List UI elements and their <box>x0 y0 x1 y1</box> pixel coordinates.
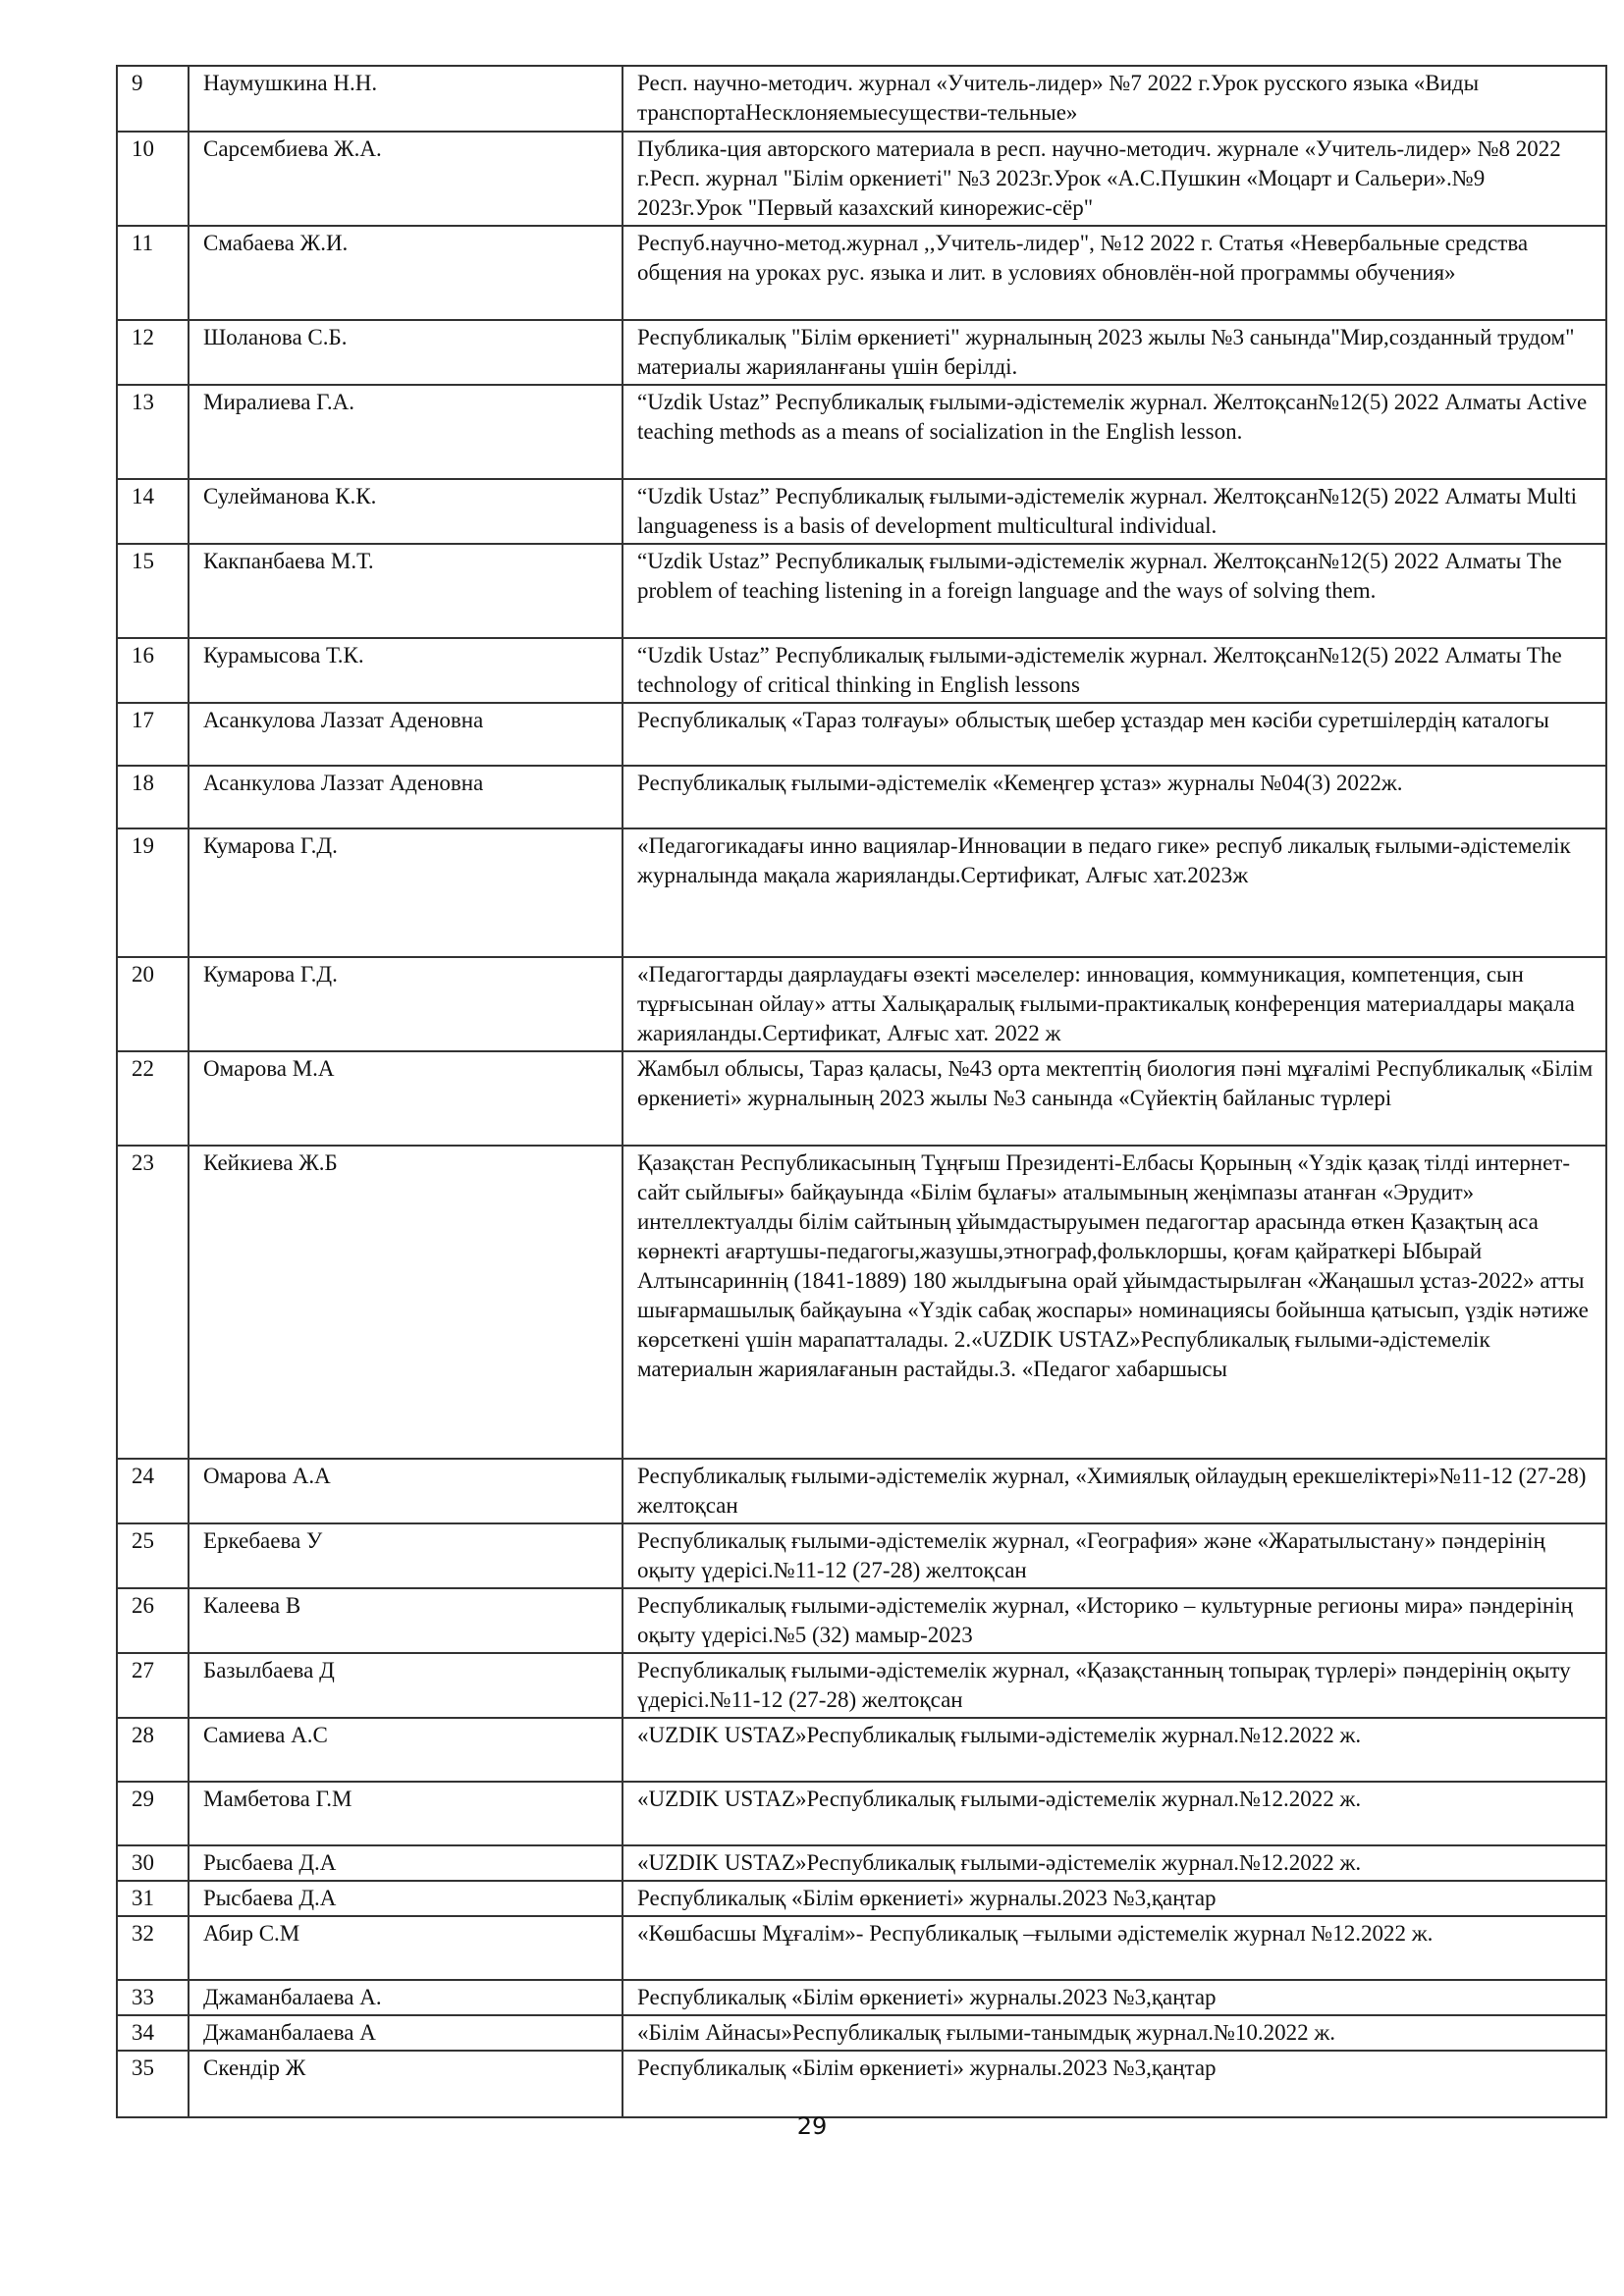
table-row <box>117 320 1606 385</box>
row-number-cell: 28 <box>117 1718 189 1782</box>
row-number-cell: 19 <box>117 828 189 957</box>
table-row <box>117 1146 1606 1459</box>
table-row <box>117 479 1606 544</box>
row-number-cell: 14 <box>117 479 189 544</box>
table-row <box>117 1588 1606 1653</box>
row-number-cell: 18 <box>117 766 189 828</box>
publication-cell: Республикалық ғылыми-әдістемелік журнал, «Қазақстанның топырақ түрлері» пәндерінің оқыту үдерісі.№11-12 (27-28) желтоқсан <box>623 1653 1606 1718</box>
publication-cell: Респ. научно-методич. журнал «Учитель-лидер» №7 2022 г.Урок русского языка «Виды транспортаНесклоняемыесуществи-тельные» <box>623 66 1606 132</box>
publication-cell: “Uzdik Ustaz” Республикалық ғылыми-әдістемелік журнал. Желтоқсан№12(5) 2022 Алматы The problem of teaching listening in a foreign language and the ways of solving them. <box>623 544 1606 638</box>
publication-cell: Республикалық «Білім өркениеті» журналы.2023 №3,қаңтар <box>623 1881 1606 1916</box>
row-number-cell: 16 <box>117 638 189 703</box>
publication-cell: «UZDIK USTAZ»Республикалық ғылыми-әдістемелік журнал.№12.2022 ж. <box>623 1782 1606 1845</box>
author-name-cell: Кейкиева Ж.Б <box>189 1146 623 1459</box>
publication-cell: Публика-ция авторского материала в респ. научно-методич. журнале «Учитель-лидер» №8 2022 г.Респ. журнал "Білім оркениеті" №3 2023г.Урок «А.С.Пушкин «Моцарт и Сальери».№9 2023г.Урок "Первый казахский кинорежис-сёр" <box>623 132 1606 226</box>
row-number-cell: 17 <box>117 703 189 766</box>
publication-cell: Қазақстан Республикасының Тұңғыш Президенті-Елбасы Қорының «Үздік қазақ тілді интернет-сайт сыйлығы» байқауында «Білім бұлағы» аталымының жеңімпазы атанған «Эрудит» интеллектуалды білім сайтының ұйымдастыруымен педагогтар арасында өткен Қазақтың аса көрнекті ағартушы-педагогы,жазушы,этнограф,фольклоршы, қоғам қайраткері Ыбырай Алтынсариннің (1841-1889) 180 жылдығына орай ұйымдастырылған «Жаңашыл ұстаз-2022» атты шығармашылық байқауына «Үздік сабақ жоспары» номинациясы бойынша қатысып, үздік нәтиже көрсеткені үшін марапатталады. 2.«UZDIK USTAZ»Республикалық ғылыми-әдістемелік материалын жариялағанын растайды.3. «Педагог хабаршысы <box>623 1146 1606 1459</box>
table-row <box>117 957 1606 1051</box>
publication-cell: «Педагогикадағы инно вациялар-Инновации в педаго гике» респуб ликалық ғылыми-әдістемелік журналында мақала жарияланды.Сертификат, Алғыс хат.2023ж <box>623 828 1606 957</box>
table-row <box>117 1881 1606 1916</box>
author-name-cell: Омарова М.А <box>189 1051 623 1146</box>
publication-cell: “Uzdik Ustaz” Республикалық ғылыми-әдістемелік журнал. Желтоқсан№12(5) 2022 Алматы The technology of critical thinking in English lessons <box>623 638 1606 703</box>
row-number-cell: 12 <box>117 320 189 385</box>
author-name-cell: Мамбетова Г.М <box>189 1782 623 1845</box>
table-row <box>117 1916 1606 1980</box>
author-name-cell: Базылбаева Д <box>189 1653 623 1718</box>
author-name-cell: Джаманбалаева А. <box>189 1980 623 2015</box>
row-number-cell: 11 <box>117 226 189 320</box>
publication-cell: “Uzdik Ustaz” Республикалық ғылыми-әдістемелік журнал. Желтоқсан№12(5) 2022 Алматы Multi languageness is a basis of development multicultural individual. <box>623 479 1606 544</box>
author-name-cell: Кумарова Г.Д. <box>189 828 623 957</box>
publications-table <box>116 65 1607 2118</box>
table-row <box>117 1459 1606 1523</box>
table-row <box>117 638 1606 703</box>
publication-cell: Жамбыл облысы, Тараз қаласы, №43 орта мектептің биология пәні мұғалімі Республикалық «Білім өркениеті» журналының 2023 жылы №3 санында «Сүйектің байланыс түрлері <box>623 1051 1606 1146</box>
publication-cell: «UZDIK USTAZ»Республикалық ғылыми-әдістемелік журнал.№12.2022 ж. <box>623 1845 1606 1881</box>
author-name-cell: Асанкулова Лаззат Аденовна <box>189 703 623 766</box>
row-number-cell: 32 <box>117 1916 189 1980</box>
publication-cell: Республикалық «Тараз толғауы» облыстық шебер ұстаздар мен кәсіби суретшілердің каталогы <box>623 703 1606 766</box>
row-number-cell: 22 <box>117 1051 189 1146</box>
publication-cell: «Білім Айнасы»Республикалық ғылыми-танымдық журнал.№10.2022 ж. <box>623 2015 1606 2051</box>
table-row <box>117 703 1606 766</box>
table-row <box>117 1980 1606 2015</box>
publication-cell: «Педагогтарды даярлаудағы өзекті мәселелер: инновация, коммуникация, компетенция, сын тұрғысынан ойлау» атты Халықаралық ғылыми-практикалық конференция материалдары мақала жарияланды.Сертификат, Алғыс хат. 2022 ж <box>623 957 1606 1051</box>
table-row <box>117 828 1606 957</box>
author-name-cell: Сулейманова К.К. <box>189 479 623 544</box>
publication-cell: «Көшбасшы Мұғалім»- Республикалық –ғылыми әдістемелік журнал №12.2022 ж. <box>623 1916 1606 1980</box>
table-row <box>117 1782 1606 1845</box>
table-row <box>117 132 1606 226</box>
author-name-cell: Курамысова Т.К. <box>189 638 623 703</box>
author-name-cell: Миралиева Г.А. <box>189 385 623 479</box>
publication-cell: Республикалық «Білім өркениеті» журналы.2023 №3,қаңтар <box>623 1980 1606 2015</box>
table-row <box>117 544 1606 638</box>
row-number-cell: 33 <box>117 1980 189 2015</box>
author-name-cell: Кумарова Г.Д. <box>189 957 623 1051</box>
table-row <box>117 1653 1606 1718</box>
row-number-cell: 35 <box>117 2051 189 2117</box>
table-row <box>117 766 1606 828</box>
table-row <box>117 385 1606 479</box>
author-name-cell: Самиева А.С <box>189 1718 623 1782</box>
table-row <box>117 2015 1606 2051</box>
publication-cell: “Uzdik Ustaz” Республикалық ғылыми-әдістемелік журнал. Желтоқсан№12(5) 2022 Алматы Active teaching methods as a means of socialization in the English lesson. <box>623 385 1606 479</box>
row-number-cell: 30 <box>117 1845 189 1881</box>
author-name-cell: Наумушкина Н.Н. <box>189 66 623 132</box>
publication-cell: «UZDIK USTAZ»Республикалық ғылыми-әдістемелік журнал.№12.2022 ж. <box>623 1718 1606 1782</box>
publication-cell: Республикалық ғылыми-әдістемелік журнал, «Историко – культурные регионы мира» пәндерінің оқыту үдерісі.№5 (32) мамыр-2023 <box>623 1588 1606 1653</box>
row-number-cell: 15 <box>117 544 189 638</box>
author-name-cell: Шоланова С.Б. <box>189 320 623 385</box>
row-number-cell: 24 <box>117 1459 189 1523</box>
publication-cell: Республикалық ғылыми-әдістемелік «Кемеңгер ұстаз» журналы №04(3) 2022ж. <box>623 766 1606 828</box>
row-number-cell: 13 <box>117 385 189 479</box>
row-number-cell: 26 <box>117 1588 189 1653</box>
table-row <box>117 1523 1606 1588</box>
author-name-cell: Сарсембиева Ж.А. <box>189 132 623 226</box>
row-number-cell: 31 <box>117 1881 189 1916</box>
row-number-cell: 20 <box>117 957 189 1051</box>
author-name-cell: Абир С.М <box>189 1916 623 1980</box>
row-number-cell: 34 <box>117 2015 189 2051</box>
table-row <box>117 1051 1606 1146</box>
publication-cell: Республикалық ғылыми-әдістемелік журнал, «Химиялық ойлаудың ерекшеліктері»№11-12 (27-28) желтоқсан <box>623 1459 1606 1523</box>
row-number-cell: 10 <box>117 132 189 226</box>
table-row <box>117 226 1606 320</box>
author-name-cell: Омарова А.А <box>189 1459 623 1523</box>
publications-table-body <box>117 66 1606 2117</box>
row-number-cell: 23 <box>117 1146 189 1459</box>
table-row <box>117 2051 1606 2117</box>
publication-cell: Республикалық ғылыми-әдістемелік журнал, «География» және «Жаратылыстану» пәндерінің оқыту үдерісі.№11-12 (27-28) желтоқсан <box>623 1523 1606 1588</box>
publication-cell: Респуб.научно-метод.журнал ,,Учитель-лидер", №12 2022 г. Статья «Невербальные средства общения на уроках рус. языка и лит. в условиях обновлён-ной программы обучения» <box>623 226 1606 320</box>
row-number-cell: 29 <box>117 1782 189 1845</box>
author-name-cell: Асанкулова Лаззат Аденовна <box>189 766 623 828</box>
author-name-cell: Скендір Ж <box>189 2051 623 2117</box>
author-name-cell: Рысбаева Д.А <box>189 1845 623 1881</box>
author-name-cell: Джаманбалаева А <box>189 2015 623 2051</box>
row-number-cell: 27 <box>117 1653 189 1718</box>
author-name-cell: Рысбаева Д.А <box>189 1881 623 1916</box>
author-name-cell: Какпанбаева М.Т. <box>189 544 623 638</box>
table-row <box>117 1718 1606 1782</box>
author-name-cell: Смабаева Ж.И. <box>189 226 623 320</box>
table-row <box>117 1845 1606 1881</box>
row-number-cell: 9 <box>117 66 189 132</box>
publication-cell: Республикалық "Білім өркениеті" журналының 2023 жылы №3 санында"Мир,созданный трудом" материалы жарияланғаны үшін берілді. <box>623 320 1606 385</box>
author-name-cell: Еркебаева У <box>189 1523 623 1588</box>
page-number: 29 <box>796 2112 828 2140</box>
row-number-cell: 25 <box>117 1523 189 1588</box>
author-name-cell: Калеева В <box>189 1588 623 1653</box>
table-row <box>117 66 1606 132</box>
publication-cell: Республикалық «Білім өркениеті» журналы.2023 №3,қаңтар <box>623 2051 1606 2117</box>
